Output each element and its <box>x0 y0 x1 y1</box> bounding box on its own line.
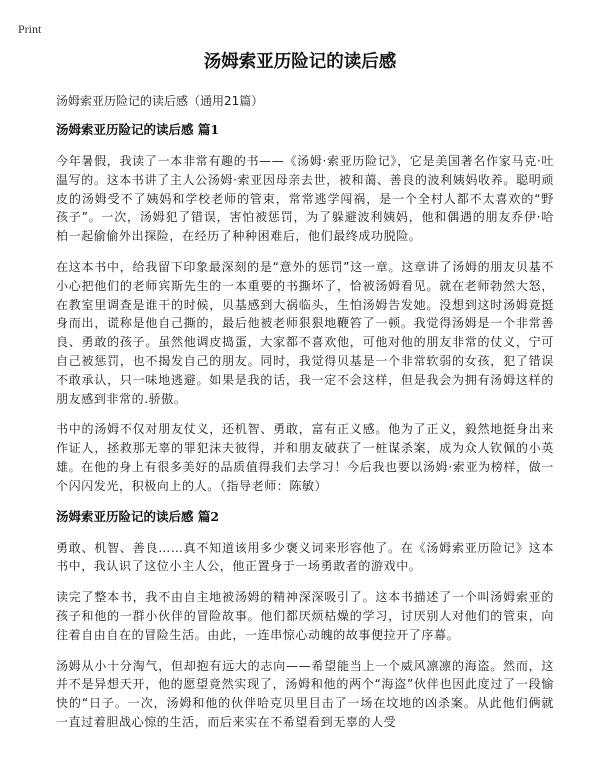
paragraph: 今年暑假，我读了一本非常有趣的书——《汤姆·索亚历险记》，它是美国著名作家马克·吐温写的。这本书讲了主人公汤姆·索亚因母亲去世，被和蔼、善良的波利姨妈收养。聪明顽皮的汤姆受不了姨妈和学校老师的管束，常常逃学闯祸，是一个全村人都不太喜欢的“野孩子”。一次，汤姆犯了错误，害怕被惩罚，为了躲避波利姨妈，他和偶遇的朋友乔伊·哈柏一起偷偷外出探险，在经历了种种困难后，他们最终成功脱险。 <box>56 154 554 244</box>
section-heading-2: 汤姆索亚历险记的读后感 篇2 <box>56 508 220 524</box>
page-title: 汤姆索亚历险记的读后感 <box>203 52 397 72</box>
print-link[interactable]: Print <box>18 22 42 36</box>
paragraph: 读完了整本书，我不由自主地被汤姆的精神深深吸引了。这本书描述了一个叫汤姆索亚的孩子和他的一群小伙伴的冒险故事。他们都厌烦枯燥的学习，讨厌别人对他们的管束，向往着自由自在的冒险生活。由此，一连串惊心动魄的故事便拉开了序幕。 <box>56 590 554 642</box>
document-subtitle: 汤姆索亚历险记的读后感（通用21篇） <box>56 94 264 108</box>
article-body <box>56 92 554 744</box>
section-heading-1: 汤姆索亚历险记的读后感 篇1 <box>56 122 220 137</box>
paragraph: 勇敢、机智、善良……真不知道该用多少褒义词来形容他了。在《汤姆索亚历险记》这本书中，我认识了这位小主人公，他正置身于一场勇敢者的游戏中。 <box>56 540 554 574</box>
paragraph: 在这本书中，给我留下印象最深刻的是“意外的惩罚”这一章。这章讲了汤姆的朋友贝基不小心把他们的老师宾斯先生的一本重要的书撕坏了，恰被汤姆看见。就在老师勃然大怒，在教室里调查是谁干的时候，贝基感到大祸临头，生怕汤姆告发她。没想到这时汤姆竟挺身而出，谎称是他自己撕的，最后他被老师狠狠地鞭笞了一顿。我觉得汤姆是一个非常善良、勇敢的孩子。虽然他调皮捣蛋，大家都不喜欢他，可他对他的朋友非常的仗义，宁可自己被惩罚，也不揭发自己的朋友。同时，我觉得贝基是一个非常软弱的女孩，犯了错误不敢承认，只一味地逃避。如果是我的话，我一定不会这样，但是我会为拥有汤姆这样的朋友感到非常的.骄傲。 <box>56 259 554 406</box>
paragraph: 汤姆从小十分淘气，但却抱有远大的志向——希望能当上一个威风凛凛的海盗。然而，这并不是异想天开，他的愿望竟然实现了，汤姆和他的两个“海盗”伙伴也因此度过了一段愉快的“日子。一次，汤姆和他的伙伴哈克贝里目击了一场在坟地的凶杀案。从此他们俩就一直过着胆战心惊的生活，而后来实在不希望看到无辜的人受 <box>56 658 554 729</box>
paragraph: 书中的汤姆不仅对朋友仗义，还机智、勇敢，富有正义感。他为了正义，毅然地挺身出来作证人，拯救那无辜的罪犯沫夫彼得，并和朋友破获了一桩谋杀案，成为众人钦佩的小英雄。在他的身上有很多美好的品质值得我们去学习！今后我也要以汤姆·索亚为榜样，做一个闪闪发光，积极向上的人。（指导老师：陈敏） <box>56 422 554 493</box>
